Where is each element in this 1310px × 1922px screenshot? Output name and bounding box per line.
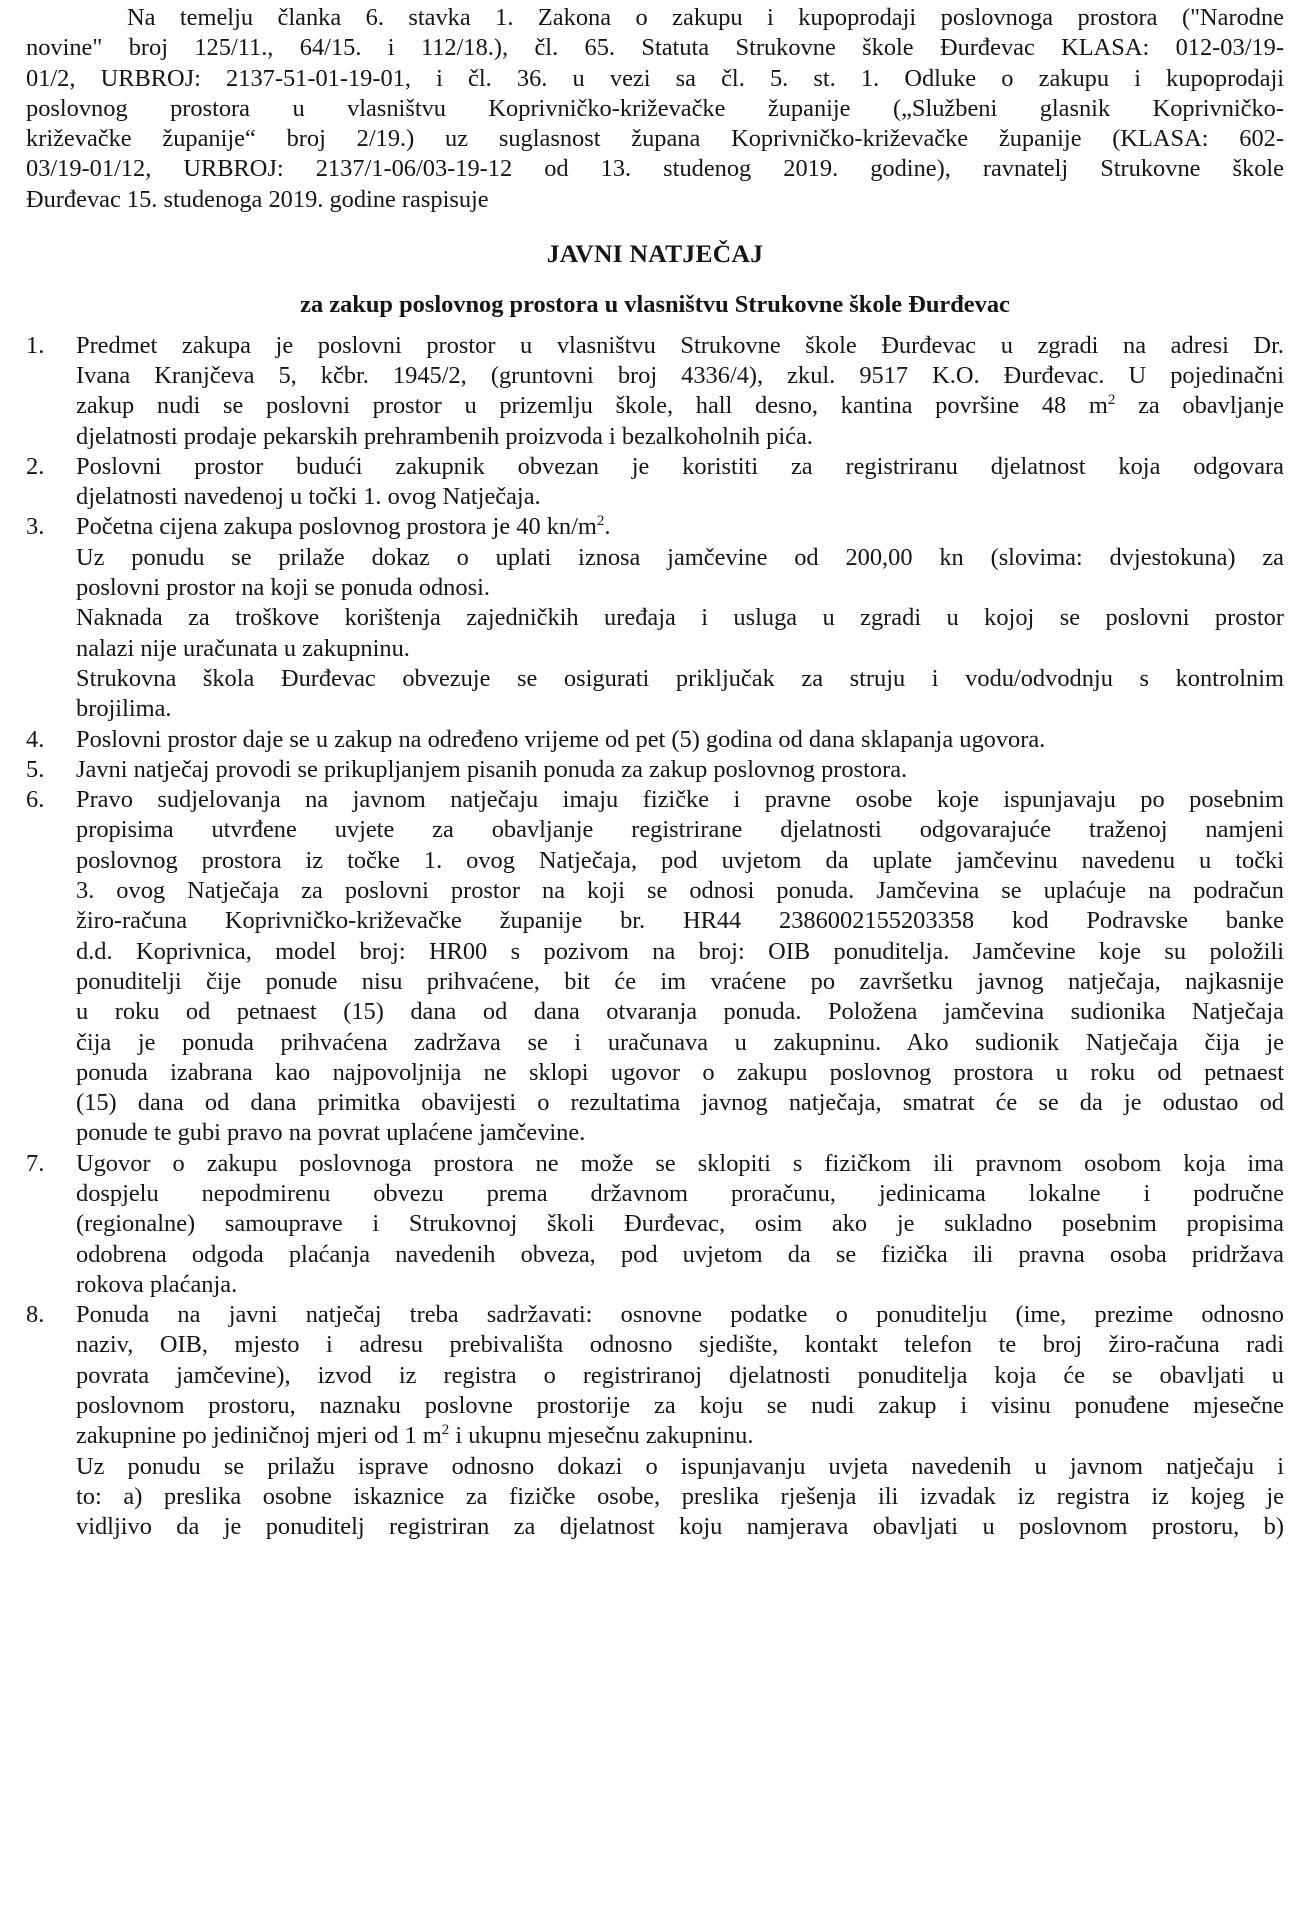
list-item-body — [76, 725, 1284, 755]
list-item-line: djelatnosti navedenoj u točki 1. ovog Natječaja. — [76, 483, 541, 511]
list-item-number: 2. — [26, 452, 45, 480]
intro-line: Na temelju članka 6. stavka 1. Zakona o zakupu i kupoprodaji poslovnoga prostora ("Narodne — [127, 4, 1284, 31]
intro-line: 01/2, URBROJ: 2137-51-01-19-01, i čl. 36. u vezi sa čl. 5. st. 1. Odluke o zakupu i kupoprodaji — [26, 64, 1284, 92]
intro-line: križevačke županije“ broj 2/19.) uz suglasnost župana Koprivničko-križevačke županije (KLASA: 602- — [26, 125, 1284, 153]
list-item-body — [76, 452, 1284, 513]
list-item-line: Početna cijena zakupa poslovnog prostora je 40 $kn/m^2$. — [76, 513, 611, 541]
list-item-line: djelatnosti prodaje pekarskih prehrambenih proizvoda i bezalkoholnih pića. — [76, 422, 813, 450]
list-item-line: Poslovni prostor budući zakupnik obvezan je koristiti za registriranu djelatnost koja odgovara — [76, 452, 1284, 480]
list-item-line: vidljivo da je ponuditelj registriran za djelatnost koju namjerava obavljati u poslovnom prostoru, b) — [76, 1513, 1284, 1541]
list-item-line: u roku od petnaest (15) dana od dana otvaranja ponuda. Položena jamčevina sudionika Natječaja — [76, 998, 1284, 1026]
list-item-line: ponuda izabrana kao najpovoljnija ne sklopi ugovor o zakupu poslovnog prostora u roku od petnaest — [76, 1058, 1284, 1086]
list-item — [26, 512, 1284, 724]
list-item-number: 3. — [26, 513, 45, 541]
list-item — [26, 452, 1284, 513]
list-item-body — [76, 1300, 1284, 1542]
list-item — [26, 331, 1284, 452]
list-item-body — [76, 512, 1284, 724]
list-item-line: rokova plaćanja. — [76, 1270, 238, 1298]
list-item-line: poslovnom prostoru, naznaku poslovne prostorije za koju se nudi zakup i visinu ponuđene mjesečne — [76, 1392, 1284, 1420]
list-item-line: Predmet zakupa je poslovni prostor u vlasništvu Strukovne škole Đurđevac u zgradi na adresi Dr. — [76, 331, 1284, 359]
list-item-body — [76, 785, 1284, 1149]
intro-line: Đurđevac 15. studenoga 2019. godine raspisuje — [26, 185, 489, 213]
intro-line: 03/19-01/12, URBROJ: 2137/1-06/03-19-12 od 13. studenog 2019. godine), ravnatelj Strukovne škole — [26, 155, 1284, 183]
list-item-line: ponude te gubi pravo na povrat uplaćene jamčevine. — [76, 1119, 586, 1147]
list-item-number: 7. — [26, 1149, 45, 1177]
list-item-body — [76, 331, 1284, 452]
document-subtitle: za zakup poslovnog prostora u vlasništvu Strukovne škole Đurđevac — [300, 291, 1010, 319]
list-item-line: (15) dana od dana primitka obavijesti o rezultatima javnog natječaja, smatrat će se da je odustao od — [76, 1089, 1284, 1117]
list-item — [26, 1300, 1284, 1542]
list-item-line: Ivana Kranjčeva 5, kčbr. 1945/2, (gruntovni broj 4336/4), zkul. 9517 K.O. Đurđevac. U pojedinačni — [76, 361, 1284, 389]
list-item — [26, 1149, 1284, 1300]
list-item-line: žiro-računa Koprivničko-križevačke županije br. HR44 2386002155203358 kod Podravske banke — [76, 907, 1284, 935]
list-item — [26, 755, 1284, 785]
intro-paragraph — [26, 3, 1284, 215]
list-item-line: d.d. Koprivnica, model broj: HR00 s pozivom na broj: OIB ponuditelja. Jamčevine koje su položili — [76, 937, 1284, 965]
list-item-line: odobrena odgoda plaćanja navedenih obveza, pod uvjetom da se fizička ili pravna osoba pridržava — [76, 1240, 1284, 1268]
list-item-line: naziv, OIB, mjesto i adresu prebivališta odnosno sjedište, kontakt telefon te broj žiro-računa radi — [76, 1331, 1284, 1359]
list-item-line: nalazi nije uračunata u zakupninu. — [76, 634, 410, 662]
list-item-line: Javni natječaj provodi se prikupljanjem pisanih ponuda za zakup poslovnog prostora. — [76, 755, 908, 783]
document-title: JAVNI NATJEČAJ — [546, 239, 764, 269]
list-item-number: 4. — [26, 725, 45, 753]
list-item-line: Pravo sudjelovanja na javnom natječaju imaju fizičke i pravne osobe koje ispunjavaju po posebnim — [76, 786, 1284, 814]
list-item-line: brojilima. — [76, 695, 172, 723]
list-item — [26, 725, 1284, 755]
list-item-line: zakup nudi se poslovni prostor u prizemlju škole, hall desno, kantina površine 48 $m^2$ za obavljanje — [76, 392, 1284, 420]
list-item-line: 3. ovog Natječaja za poslovni prostor na koji se odnosi ponuda. Jamčevina se uplaćuje na podračun — [76, 877, 1284, 905]
list-item-number: 5. — [26, 755, 45, 783]
list-item-line: dospjelu nepodmirenu obvezu prema državnom proračunu, jedinicama lokalne i područne — [76, 1179, 1284, 1207]
list-item-line: Strukovna škola Đurđevac obvezuje se osigurati priključak za struju i vodu/odvodnju s kontrolnim — [76, 664, 1284, 692]
list-item-line: Naknada za troškove korištenja zajedničkih uređaja i usluga u zgradi u kojoj se poslovni prostor — [76, 604, 1284, 632]
list-item-number: 1. — [26, 331, 45, 359]
list-item-line: povrata jamčevine), izvod iz registra o registriranoj djelatnosti ponuditelja koja će se obavljati u — [76, 1361, 1284, 1389]
list-item-line: (regionalne) samouprave i Strukovnoj školi Đurđevac, osim ako je sukladno posebnim propisima — [76, 1210, 1284, 1238]
list-item-line: ponuditelji čije ponude nisu prihvaćene, bit će im vraćene po završetku javnog natječaja, najkasnije — [76, 967, 1284, 995]
intro-line: poslovnog prostora u vlasništvu Koprivničko-križevačke županije („Službeni glasnik Koprivničko- — [26, 94, 1284, 122]
list-item-line: Ponuda na javni natječaj treba sadržavati: osnovne podatke o ponuditelju (ime, prezime odnosno — [76, 1301, 1284, 1329]
list-item-number: 6. — [26, 786, 45, 814]
list-item-body — [76, 1149, 1284, 1300]
list-item-line: zakupnine po jediničnoj mjeri od 1 $m^2$ i ukupnu mjesečnu zakupninu. — [76, 1422, 754, 1450]
list-item-line: Ugovor o zakupu poslovnoga prostora ne može se sklopiti s fizičkom ili pravnom osobom koja ima — [76, 1149, 1284, 1177]
list-item-line: to: a) preslika osobne iskaznice za fizičke osobe, preslika rješenja ili izvadak iz registra iz kojeg je — [76, 1482, 1284, 1510]
list-item-line: propisima utvrđene uvjete za obavljanje registrirane djelatnosti odgovarajuće traženoj namjeni — [76, 816, 1284, 844]
list-item-line: Poslovni prostor daje se u zakup na određeno vrijeme od pet (5) godina od dana sklapanja ugovora. — [76, 725, 1046, 753]
list-item-body — [76, 755, 1284, 785]
list-item — [26, 785, 1284, 1149]
list-item-line: Uz ponudu se prilažu isprave odnosno dokazi o ispunjavanju uvjeta navedenih u javnom natječaju i — [76, 1452, 1284, 1480]
numbered-list — [26, 331, 1284, 1543]
list-item-number: 8. — [26, 1301, 45, 1329]
list-item-line: poslovnog prostora iz točke 1. ovog Natječaja, pod uvjetom da uplate jamčevinu navedenu u točki — [76, 846, 1284, 874]
list-item-line: Uz ponudu se prilaže dokaz o uplati iznosa jamčevine od 200,00 kn (slovima: dvjestokuna) za — [76, 543, 1284, 571]
intro-line: novine" broj 125/11., 64/15. i 112/18.), čl. 65. Statuta Strukovne škole Đurđevac KLASA: 012-03/19- — [26, 34, 1284, 62]
list-item-line: čija je ponuda prihvaćena zadržava se i uračunava u zakupninu. Ako sudionik Natječaja čija je — [76, 1028, 1284, 1056]
list-item-line: poslovni prostor na koji se ponuda odnosi. — [76, 574, 490, 602]
